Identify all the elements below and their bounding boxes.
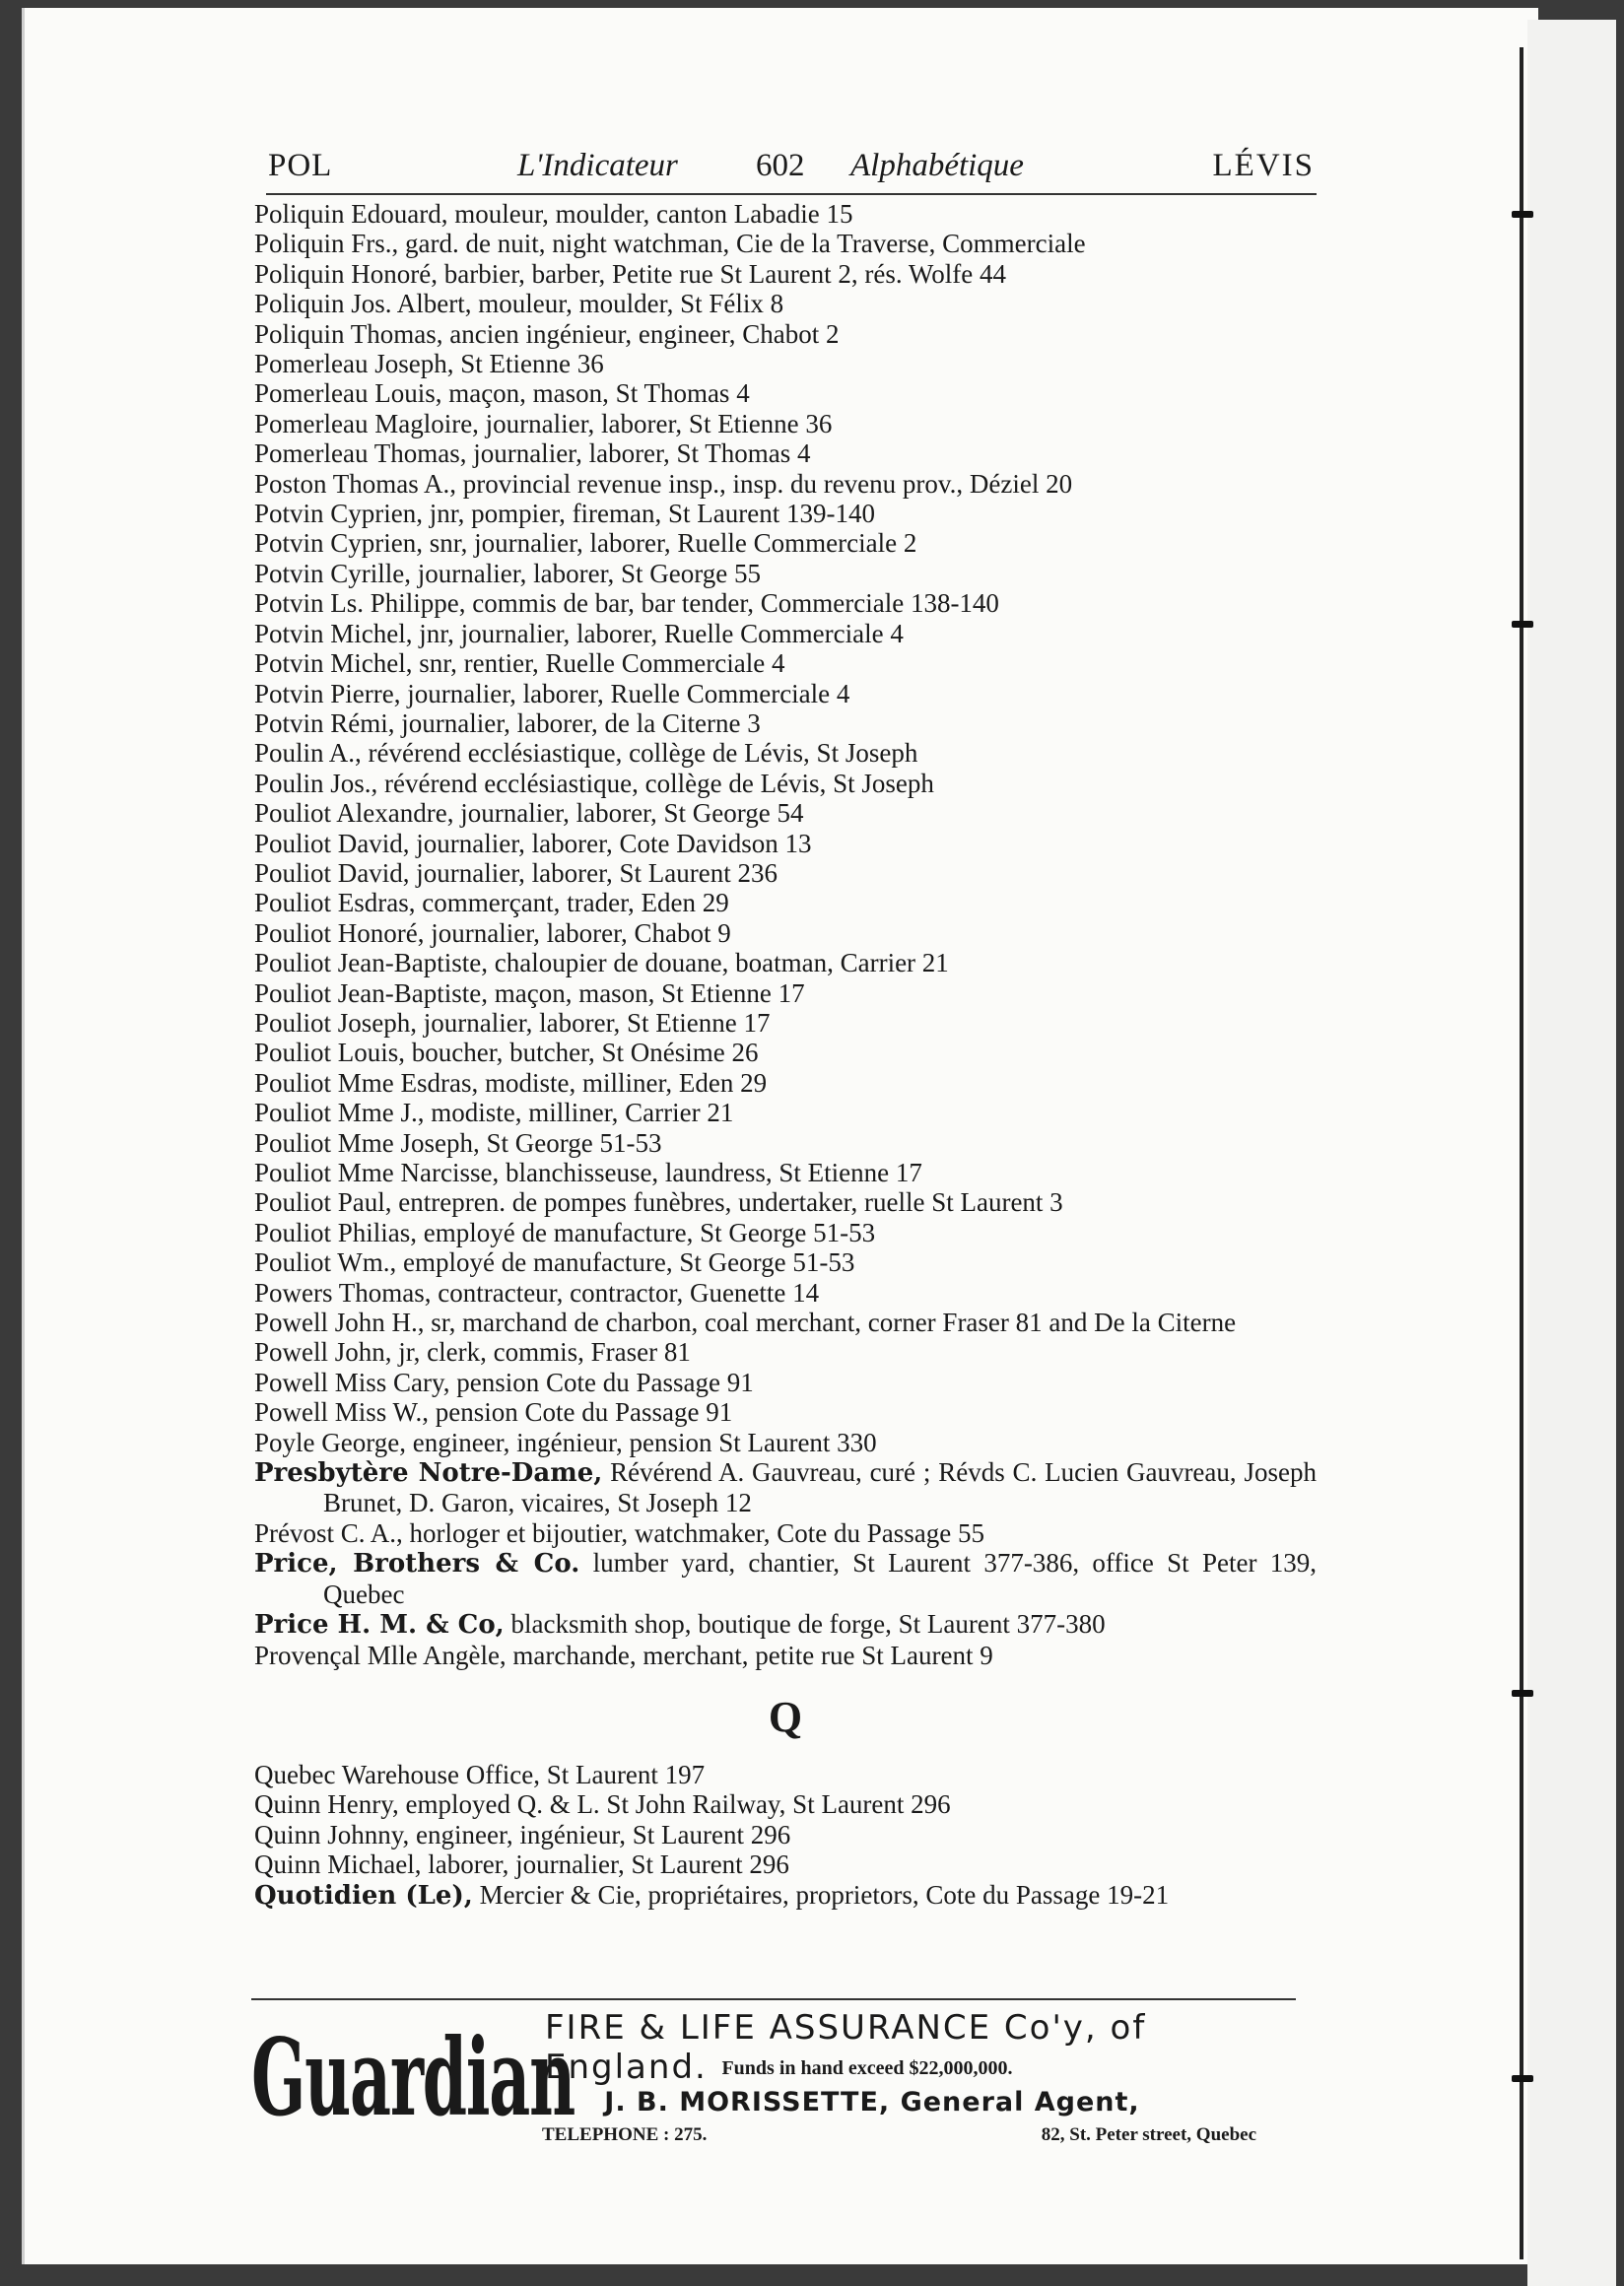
entry-text: Pouliot David, journalier, laborer, Cote Davidson 13 [254, 828, 812, 858]
entry-text: Pouliot Philias, employé de manufacture, St George 51-53 [254, 1217, 876, 1247]
header-title-left: L'Indicateur [517, 148, 678, 183]
directory-entry [254, 769, 1317, 798]
directory-entry [254, 1098, 1317, 1127]
ad-address: 82, St. Peter street, Quebec [1041, 2124, 1256, 2145]
directory-entry [254, 829, 1317, 858]
entry-text: Powers Thomas, contracteur, contractor, Guenette 14 [254, 1277, 820, 1308]
header-left: POL [268, 148, 333, 183]
directory-entry [254, 409, 1317, 438]
directory-entry [254, 289, 1317, 318]
entry-text: Poyle George, engineer, ingénieur, pension St Laurent 330 [254, 1427, 877, 1457]
directory-entry [254, 1068, 1317, 1098]
page-edge [1527, 20, 1616, 2286]
binding-tab [1512, 621, 1533, 628]
entry-text: Pouliot Esdras, commerçant, trader, Eden 29 [254, 888, 729, 918]
directory-entry [254, 1849, 1317, 1879]
section-letter: Q [768, 1692, 803, 1741]
directory-entry [254, 619, 1317, 648]
directory-entry [254, 528, 1317, 558]
entry-bold-name: Price, Brothers & Co. [254, 1549, 580, 1580]
entry-text: Pomerleau Thomas, journalier, laborer, St Thomas 4 [254, 438, 811, 469]
directory-entry [254, 679, 1317, 708]
entry-text: Powell Miss W., pension Cote du Passage 91 [254, 1397, 733, 1428]
directory-entry [254, 199, 1317, 229]
header-title-right: Alphabétique [850, 148, 1024, 183]
directory-entry [254, 708, 1317, 738]
directory-entry [254, 798, 1317, 828]
directory-entry [254, 1187, 1317, 1217]
entry-bold-name: Quotidien (Le), [254, 1880, 473, 1911]
entry-text: Potvin Cyprien, jnr, pompier, fireman, St Laurent 139-140 [254, 499, 875, 529]
ad-agent: J. B. MORISSETTE, General Agent, [604, 2087, 1140, 2118]
directory-entry [254, 1518, 1317, 1548]
directory-entry [254, 319, 1317, 349]
entry-text: Potvin Michel, snr, rentier, Ruelle Commerciale 4 [254, 648, 785, 679]
directory-entry [254, 1218, 1317, 1247]
directory-entry [254, 1820, 1317, 1849]
entry-text: Pomerleau Louis, maçon, mason, St Thomas 4 [254, 378, 750, 409]
directory-entry [254, 349, 1317, 378]
directory-entry [254, 1337, 1317, 1367]
entry-bold-name: Presbytère Notre-Dame, [254, 1458, 603, 1489]
entry-text: Powell Miss Cary, pension Cote du Passage 91 [254, 1367, 754, 1397]
entry-text: Pouliot Mme Esdras, modiste, milliner, Eden 29 [254, 1067, 768, 1098]
entry-text: Poliquin Honoré, barbier, barber, Petite rue St Laurent 2, rés. Wolfe 44 [254, 258, 1006, 289]
entry-text: Pouliot Paul, entrepren. de pompes funèbres, undertaker, ruelle St Laurent 3 [254, 1187, 1063, 1218]
entry-text: Potvin Rémi, journalier, laborer, de la Citerne 3 [254, 707, 761, 738]
directory-entry [254, 1457, 1317, 1518]
entry-text: Quinn Henry, employed Q. & L. St John Railway, St Laurent 296 [254, 1789, 951, 1820]
entry-text: Powell John, jr, clerk, commis, Fraser 81 [254, 1337, 691, 1368]
directory-entry [254, 1008, 1317, 1038]
directory-entry [254, 1880, 1317, 1911]
entry-text: Quinn Michael, laborer, journalier, St Laurent 296 [254, 1849, 789, 1880]
page-binding-line [1520, 47, 1523, 2259]
directory-entry [254, 1308, 1317, 1337]
entry-text: Révérend A. Gauvreau, curé ; Révds C. Lucien Gauvreau, Joseph Brunet, D. Garon, vicaires, St Joseph 12 [323, 1457, 1317, 1518]
entry-text: Pouliot Mme J., modiste, milliner, Carrier 21 [254, 1098, 734, 1128]
ad-telephone: TELEPHONE : 275. [542, 2124, 708, 2145]
directory-entry [254, 469, 1317, 499]
directory-entry [254, 259, 1317, 289]
directory-entry [254, 438, 1317, 468]
directory-entry [254, 648, 1317, 678]
entry-text: Pomerleau Magloire, journalier, laborer, St Etienne 36 [254, 408, 833, 438]
entry-text: Pouliot Jean-Baptiste, maçon, mason, St Etienne 17 [254, 977, 805, 1008]
directory-entry [254, 1641, 1317, 1670]
directory-entries [254, 199, 1317, 1911]
binding-tab [1512, 211, 1533, 218]
entry-text: Mercier & Cie, propriétaires, proprietors, Cote du Passage 19-21 [472, 1879, 1170, 1910]
directory-entry [254, 559, 1317, 588]
entry-text: Poston Thomas A., provincial revenue insp., insp. du revenu prov., Déziel 20 [254, 468, 1073, 499]
page-number: 602 [756, 148, 805, 183]
entry-text: Potvin Michel, jnr, journalier, laborer, Ruelle Commerciale 4 [254, 618, 904, 648]
directory-entry [254, 1428, 1317, 1457]
directory-entry [254, 948, 1317, 977]
entry-text: Potvin Ls. Philippe, commis de bar, bar tender, Commerciale 138-140 [254, 588, 999, 619]
entry-text: Pouliot Honoré, journalier, laborer, Chabot 9 [254, 917, 731, 948]
binding-tab [1512, 1690, 1533, 1697]
entry-text: Pouliot Mme Narcisse, blanchisseuse, laundress, St Etienne 17 [254, 1158, 922, 1187]
directory-entry [254, 229, 1317, 258]
binding-tab [1512, 2075, 1533, 2082]
entry-text: Pouliot Alexandre, journalier, laborer, St George 54 [254, 798, 804, 829]
directory-entry [254, 888, 1317, 917]
directory-entry [254, 1278, 1317, 1308]
entry-text: Powell John H., sr, marchand de charbon, coal merchant, corner Fraser 81 and De la Citerne [254, 1308, 1237, 1338]
directory-entry [254, 1760, 1317, 1789]
entry-text: Pouliot Jean-Baptiste, chaloupier de douane, boatman, Carrier 21 [254, 948, 949, 978]
directory-entry [254, 1789, 1317, 1819]
directory-entry [254, 1158, 1317, 1187]
entry-text: Pouliot Joseph, journalier, laborer, St Etienne 17 [254, 1007, 771, 1038]
directory-entry [254, 978, 1317, 1008]
directory-entry [254, 1247, 1317, 1277]
p-entries-list [254, 199, 1317, 1670]
ad-funds: Funds in hand exceed $22,000,000. [721, 2057, 1013, 2079]
directory-entry [254, 1609, 1317, 1640]
entry-text: Provençal Mlle Angèle, marchande, merchant, petite rue St Laurent 9 [254, 1640, 993, 1670]
q-entries-list [254, 1760, 1317, 1911]
entry-text: Poulin Jos., révérend ecclésiastique, collège de Lévis, St Joseph [254, 768, 934, 798]
directory-entry [254, 1038, 1317, 1067]
entry-text: Potvin Cyrille, journalier, laborer, St George 55 [254, 558, 761, 588]
entry-text: Potvin Pierre, journalier, laborer, Ruelle Commerciale 4 [254, 678, 850, 708]
entry-text: Pomerleau Joseph, St Etienne 36 [254, 349, 604, 379]
entry-text: Pouliot Mme Joseph, St George 51-53 [254, 1127, 662, 1158]
directory-entry [254, 918, 1317, 948]
entry-text: blacksmith shop, boutique de forge, St Laurent 377-380 [504, 1609, 1106, 1640]
entry-text: Prévost C. A., horloger et bijoutier, watchmaker, Cote du Passage 55 [254, 1517, 984, 1548]
entry-text: Quinn Johnny, engineer, ingénieur, St Laurent 296 [254, 1819, 791, 1849]
entry-text: Pouliot David, journalier, laborer, St Laurent 236 [254, 857, 778, 888]
directory-entry [254, 858, 1317, 888]
entry-text: Poliquin Frs., gard. de nuit, night watchman, Cie de la Traverse, Commerciale [254, 229, 1086, 259]
header-right: LÉVIS [1212, 148, 1315, 183]
entry-text: Poliquin Thomas, ancien ingénieur, engineer, Chabot 2 [254, 318, 840, 349]
guardian-logo: Guardian [251, 2016, 575, 2140]
directory-entry [254, 378, 1317, 408]
entry-text: Pouliot Wm., employé de manufacture, St George 51-53 [254, 1247, 855, 1278]
directory-entry [254, 1548, 1317, 1609]
entry-text: Quebec Warehouse Office, St Laurent 197 [254, 1759, 706, 1789]
directory-entry [254, 1397, 1317, 1427]
entry-text: lumber yard, chantier, St Laurent 377-386, office St Peter 139, Quebec [323, 1548, 1317, 1609]
directory-entry [254, 588, 1317, 618]
ad-headline: FIRE & LIFE ASSURANCE Co'y, of England. [545, 2008, 1147, 2087]
entry-text: Poulin A., révérend ecclésiastique, collège de Lévis, St Joseph [254, 738, 918, 769]
guardian-advertisement [251, 1998, 1296, 2148]
entry-text: Poliquin Edouard, mouleur, moulder, canton Labadie 15 [254, 199, 853, 229]
entry-text: Pouliot Louis, boucher, butcher, St Onésime 26 [254, 1038, 759, 1068]
entry-text: Poliquin Jos. Albert, mouleur, moulder, St Félix 8 [254, 289, 784, 319]
entry-bold-name: Price H. M. & Co, [254, 1610, 505, 1641]
directory-entry [254, 1368, 1317, 1397]
directory-entry [254, 738, 1317, 768]
page-header [266, 148, 1317, 195]
directory-entry [254, 499, 1317, 528]
directory-entry [254, 1128, 1317, 1158]
entry-text: Potvin Cyprien, snr, journalier, laborer, Ruelle Commerciale 2 [254, 528, 917, 559]
